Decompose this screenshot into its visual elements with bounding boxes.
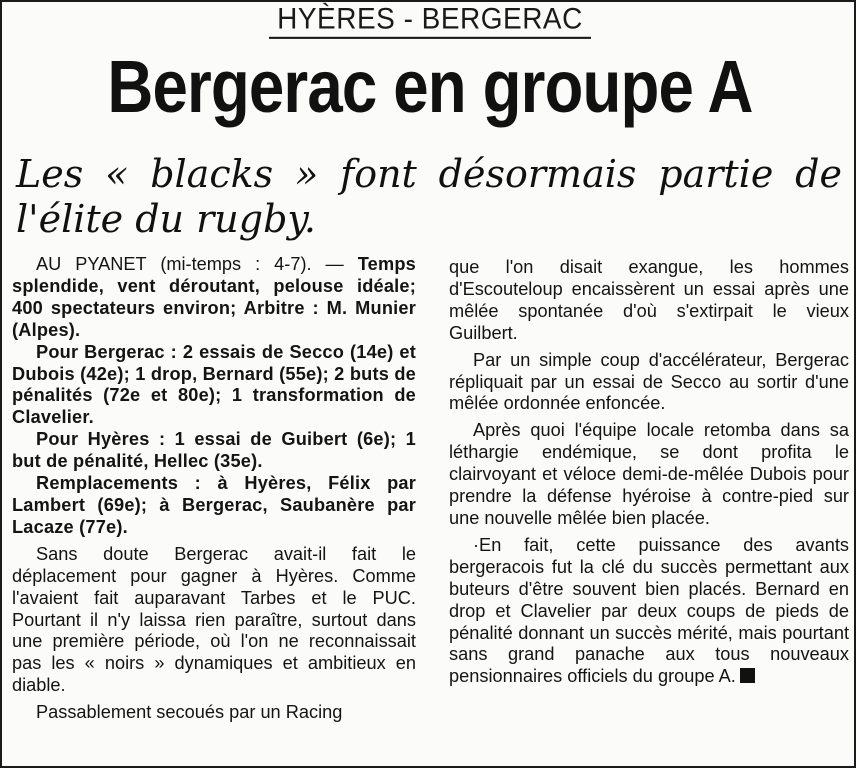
conditions-text: Temps splendide, vent déroutant, pelouse idéale; 400 spectateurs environ; Arbitre : M. Munier (Alpes). (12, 254, 416, 340)
end-of-article-square-icon (740, 668, 755, 683)
venue-halftime: AU PYANET (mi-temps : 4-7). — (36, 254, 344, 274)
article-paragraph: Après quoi l'équipe locale retomba dans sa léthargie endémique, se dont profita le clairvoyant et véloce demi-de-mêlée Dubois pour prendre la défense hyéroise à contre-pied sur une nouvelle mêlée bien placée. (449, 420, 849, 528)
subheadline-deck: Les « blacks » font désormais partie de l'élite du rugby. (16, 152, 842, 241)
article-column-left (12, 254, 416, 724)
article-column-right (449, 257, 849, 688)
article-paragraph: Par un simple coup d'accélérateur, Bergerac répliquait par un essai de Secco au sortir d'une mêlée ordonnée enfoncée. (449, 349, 849, 414)
article-paragraph: que l'on disait exangue, les hommes d'Escouteloup encaissèrent un essai après une mêlée spontanée d'où s'extirpait le vieux Guilbert. (449, 257, 849, 343)
substitutions: Remplacements : à Hyères, Félix par Lambert (69e); à Bergerac, Saubanère par Lacaze (77e). (12, 473, 416, 537)
article-paragraph: Passablement secoués par un Racing (36, 702, 343, 723)
hyeres-scorers: Pour Hyères : 1 essai de Guibert (6e); 1 but de pénalité, Hellec (35e). (12, 429, 416, 472)
bergerac-scorers: Pour Bergerac : 2 essais de Secco (14e) et Dubois (42e); 1 drop, Bernard (55e); 2 buts de pénalités (72e et 80e); 1 transformation de Clavelier. (12, 341, 416, 428)
headline: Bergerac en groupe A (107, 45, 753, 128)
match-kicker (2, 2, 856, 38)
kicker-text: HYÈRES - BERGERAC (269, 1, 591, 39)
final-paragraph-text: ·En fait, cette puissance des avants bergeracois fut la clé du succès permettant aux buteurs d'être souvent bien placés. Bernard en drop et Clavelier par deux coups de pieds de pénalité donnant un succès mérité, mais pourtant sans grand panache aux tous nouveaux pensionnaires officiels du groupe A. (449, 534, 849, 687)
article-paragraph-final (449, 535, 849, 688)
match-info-paragraph (12, 254, 416, 342)
article-paragraph: Sans doute Bergerac avait-il fait le déplacement pour gagner à Hyères. Comme l'avaient fait auparavant Tarbes et le PUC. Pourtant il n'y laissa rien paraître, surtout dans une première période, où l'on ne reconnaissait pas les « noirs » dynamiques et ambitieux en diable. (12, 543, 416, 696)
